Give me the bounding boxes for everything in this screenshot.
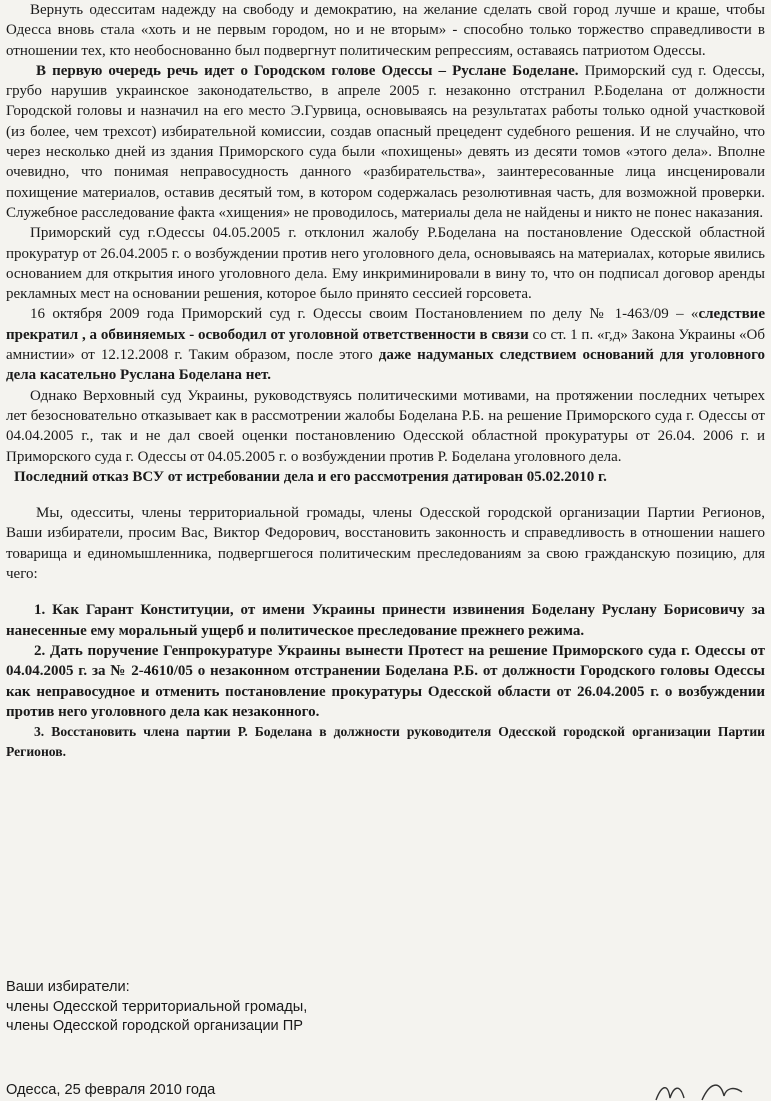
paragraph-supreme-court: Однако Верховный суд Украины, руководствуясь политическими мотивами, на протяжении последних четырех лет безосновательно отказывает как в рассмотрении жалобы Боделана Р.Б. на решение Приморского суда г. Одессы от 04.04.2005 г., так и не дал своей оценки постановлению Одесской областной прокуратуры от 26.04. 2006 г. и Приморского суда г. Одессы от 04.05.2005 г. о возбуждении против Р. Боделана уголовного дела. [6, 387, 765, 465]
paragraph-amnesty-b: следствие прекратил , а обвиняемых - освободил от уголовной ответственности в связи [6, 306, 765, 343]
spacer [0, 487, 771, 503]
signature-line-3: члены Одесской городской организации ПР [6, 1018, 303, 1034]
paragraph-amnesty-d: даже надуманых следствием оснований для уголовного дела касательно Руслана Боделана нет. [6, 347, 766, 384]
paragraph-amnesty-c: со ст. 1 п. «г,д» Закона Украины «Об амнистии» от 12.12.2008 г. Таким образом, после этого [6, 326, 765, 364]
demand-item-2: 2. Дать поручение Генпрокуратуре Украины вынести Протест на решение Приморского суда г. Одессы от 04.04.2005 г. за № 2-4610/05 о незаконном отстранении Боделана Р.Б. от должности Городского головы Одессы как неправосудное и отменить постановление прокуратуры Одесской области от 26.04.2005 г. о возбуждении против него уголовного дела как незаконного. [6, 642, 765, 720]
demand-item-1: 1. Как Гарант Конституции, от имени Украины принести извинения Боделану Руслану Борисовичу за нанесенные ему моральный ущерб и политическое преследование прежнего режима. [6, 602, 765, 639]
demand-item-3: 3. Восстановить члена партии Р. Боделана в должности руководителя Одесской городской организации Партии Регионов. [6, 724, 765, 760]
handwritten-signature [650, 1078, 760, 1101]
date-line: Одесса, 25 февраля 2010 года [6, 1082, 216, 1098]
signature-line-1: Ваши избиратели: [6, 979, 130, 995]
paragraph-bodelan [0, 61, 771, 223]
paragraph-intro: Вернуть одесситам надежду на свободу и демократию, на желание сделать свой город лучше и краше, чтобы Одесса вновь стала «хоть и не первым городом, но и не вторым» - способно только торжество справедливости в отношении тех, кто необоснованно был подвергнут политическим репрессиям, оставаясь патриотом Одессы. [6, 2, 765, 59]
signature-line-2: члены Одесской территориальной громады, [6, 998, 308, 1015]
paragraph-amnesty [0, 304, 771, 385]
paragraph-request: Мы, одесситы, члены территориальной громады, члены Одесской городской организации Партии Регионов, Ваши избиратели, просим Вас, Виктор Федорович, восстановить законность и справедливость в отношении нашего товарища и единомышленника, подвергшегося политическим преследованиям за свою гражданскую позицию, для чего: [6, 505, 765, 583]
paragraph-complaint: Приморский суд г.Одессы 04.05.2005 г. отклонил жалобу Р.Боделана на постановление Одесской областной прокуратур от 26.04.2005 г. о возбуждении против него уголовного дела, основываясь на материалах, которые явились основанием для открытия иного уголовного дела. Ему инкриминировали в вину то, что он подписал договор аренды рекламных мест на основании решения, которое было принято сессией горсовета. [6, 225, 765, 303]
paragraph-amnesty-a: 16 октября 2009 года Приморский суд г. Одессы своим Постановлением по делу № 1-463/09 – « [30, 306, 699, 323]
paragraph-bodelan-body: Приморский суд г. Одессы, грубо нарушив украинское законодательство, в апреле 2005 г. незаконно отстранил Р.Боделана от должности Городской головы и назначил на его место Э.Гурвица, основываясь на результатах работы только одной участковой (из более, чем трехсот) избирательной комиссии, создав опасный прецедент судебного решения. И не случайно, что через несколько дней из здания Приморского суда были «похищены» девять из десяти томов «этого дела». Вполне очевидно, что понимая неправосудность данного «разбирательства», заинтересованные лица инсценировали похищение материалов, оставив десятый том, в котором содержалась резолютивная часть, для возможной проверки. Служебное расследование факта «хищения» не проводилось, материалы дела не найдены и никто не понес наказания. [6, 62, 765, 221]
paragraph-last-refusal: Последний отказ ВСУ от истребовании дела и его рассмотрения датирован 05.02.2010 г. [14, 468, 607, 485]
signature-block [0, 978, 771, 1037]
spacer [0, 584, 771, 600]
paragraph-bodelan-heading: В первую очередь речь идет о Городском голове Одессы – Руслане Боделане. [36, 62, 579, 79]
